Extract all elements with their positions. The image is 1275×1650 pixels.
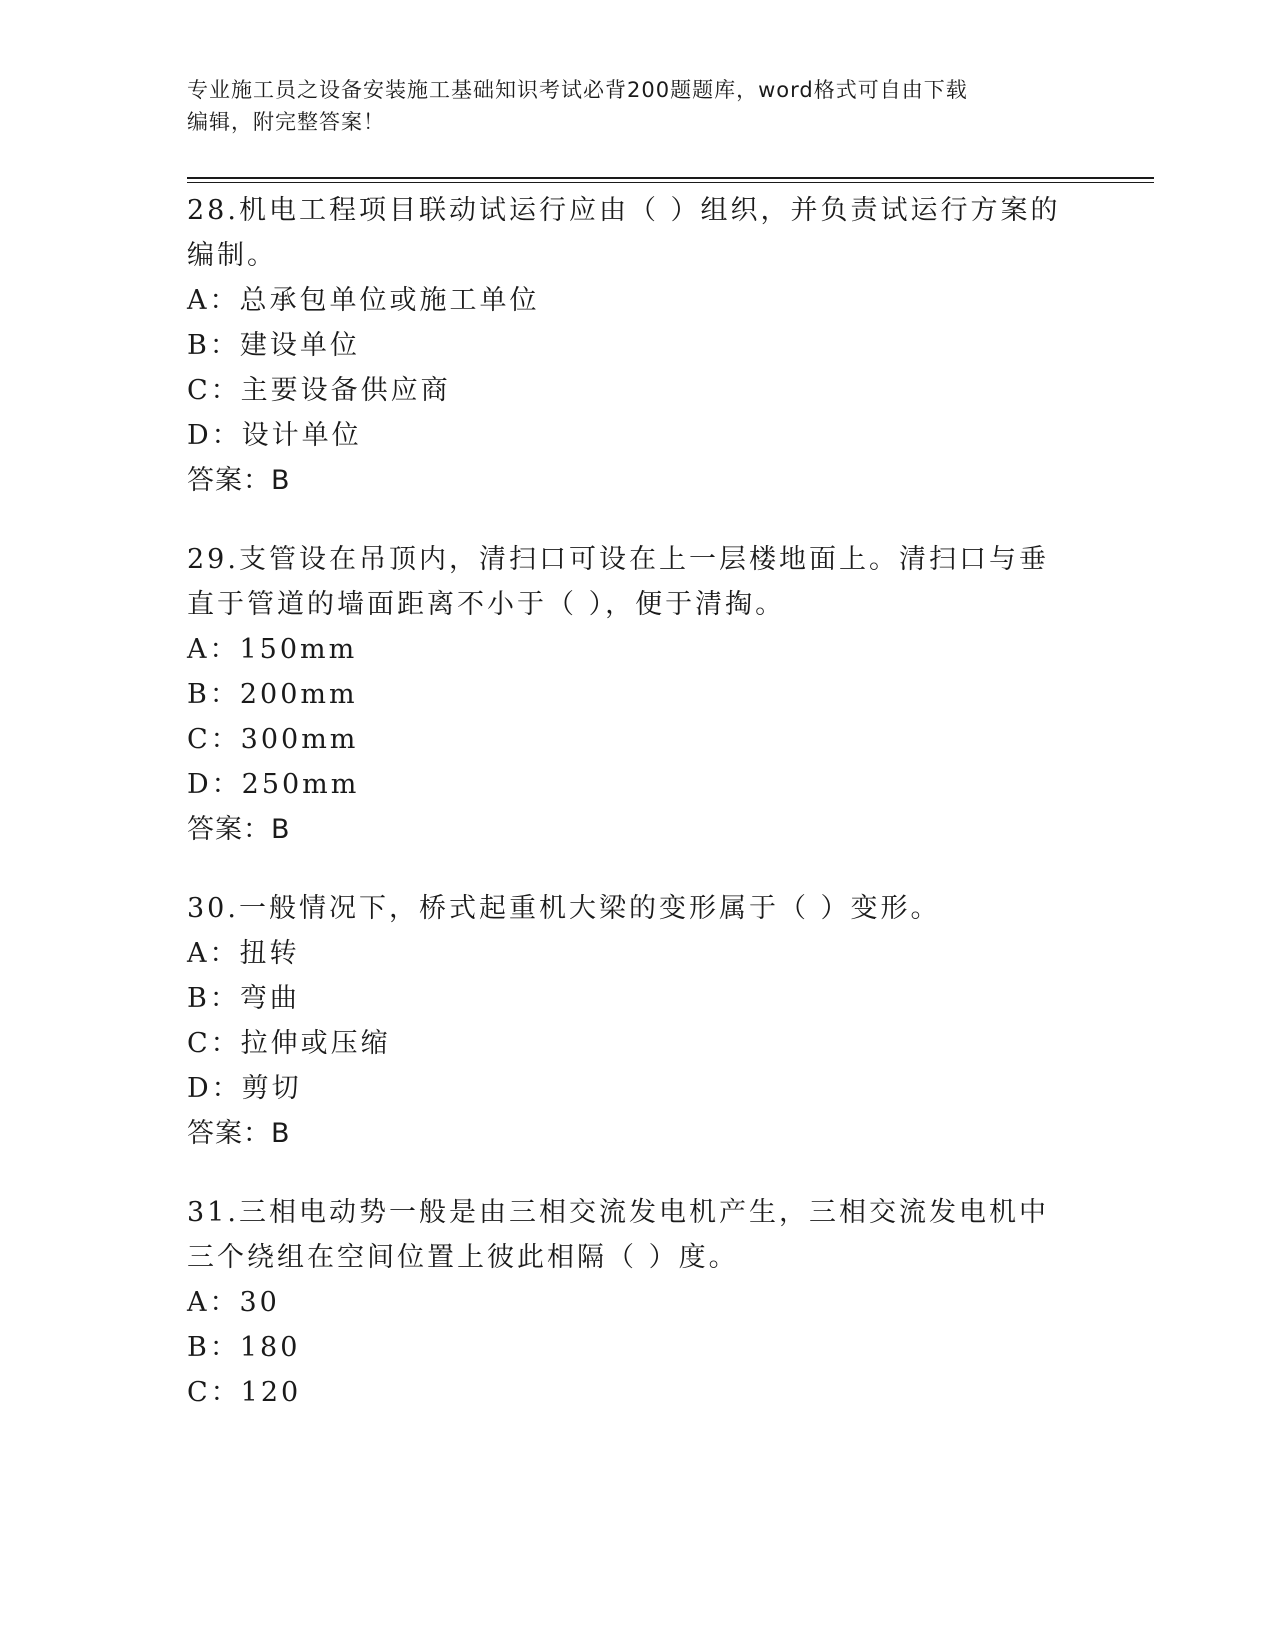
question-stem: 29.支管设在吊顶内，清扫口可设在上一层楼地面上。清扫口与垂直于管道的墙面距离不小于（ ），便于清掏。 (187, 544, 1049, 620)
option-c: C：300mm (187, 724, 359, 755)
document-header (187, 74, 1067, 138)
option-b: B：弯曲 (187, 983, 300, 1014)
question-stem: 28.机电工程项目联动试运行应由（ ）组织，并负责试运行方案的编制。 (187, 195, 1061, 271)
header-divider-thin (187, 182, 1154, 183)
option-a: A：扭转 (187, 938, 300, 969)
option-d: D：250mm (187, 769, 360, 800)
question-31 (187, 1190, 1087, 1415)
option-c: C：拉伸或压缩 (187, 1028, 391, 1059)
question-29 (187, 537, 1087, 852)
option-a: A：150mm (187, 634, 358, 665)
option-d: D：剪切 (187, 1073, 302, 1104)
question-30 (187, 886, 1087, 1156)
question-stem: 31.三相电动势一般是由三相交流发电机产生，三相交流发电机中三个绕组在空间位置上彼此相隔（ ）度。 (187, 1197, 1049, 1273)
option-c: C：主要设备供应商 (187, 375, 451, 406)
option-b: B：建设单位 (187, 330, 360, 361)
header-title-line-1: 专业施工员之设备安装施工基础知识考试必背200题题库，word格式可自由下载 (187, 78, 968, 102)
option-a: A：30 (187, 1287, 280, 1318)
answer-line: 答案：B (187, 465, 291, 496)
question-28 (187, 188, 1087, 503)
option-b: B：180 (187, 1332, 301, 1363)
question-stem: 30.一般情况下，桥式起重机大梁的变形属于（ ）变形。 (187, 893, 941, 924)
question-list (187, 188, 1087, 1449)
option-b: B：200mm (187, 679, 358, 710)
option-c: C：120 (187, 1377, 302, 1408)
header-title-line-2: 编辑，附完整答案！ (187, 110, 385, 134)
option-a: A：总承包单位或施工单位 (187, 285, 540, 316)
answer-line: 答案：B (187, 814, 291, 845)
answer-line: 答案：B (187, 1118, 291, 1149)
option-d: D：设计单位 (187, 420, 362, 451)
header-divider-thick (187, 177, 1154, 179)
